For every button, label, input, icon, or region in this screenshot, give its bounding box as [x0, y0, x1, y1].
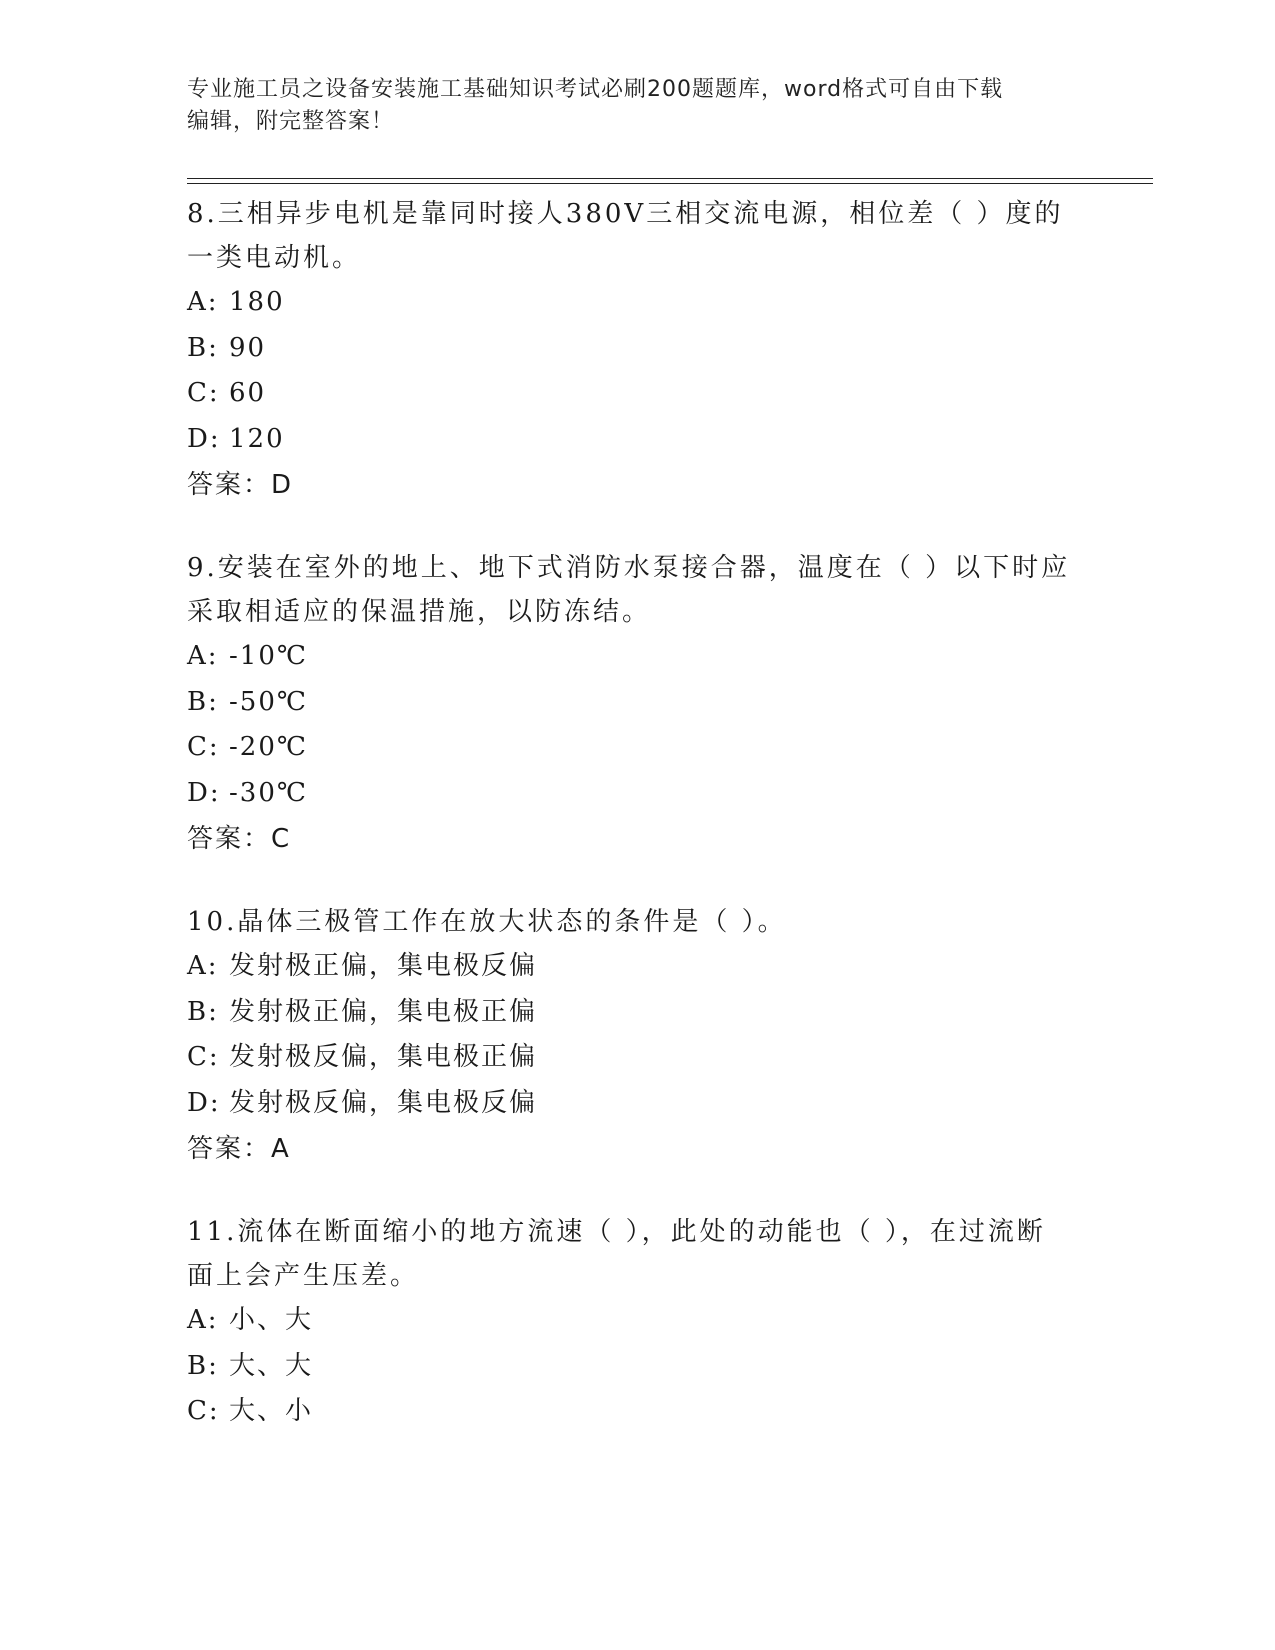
- question-stem: [187, 1210, 1087, 1298]
- option-text: -10℃: [229, 641, 308, 671]
- question-9: [187, 546, 1087, 862]
- option-a: [187, 634, 1087, 680]
- option-text: -50℃: [229, 686, 308, 717]
- answer-line: 答案：D: [187, 470, 294, 500]
- question-10: [187, 900, 1087, 1172]
- option-letter: C:: [187, 1396, 220, 1426]
- question-stem-line-2: 一类电动机。: [187, 243, 362, 273]
- option-text: 发射极正偏，集电极正偏: [229, 996, 538, 1027]
- document-header: [187, 74, 1067, 138]
- option-c: [187, 1389, 1087, 1435]
- option-c: [187, 725, 1087, 771]
- option-a: [187, 1298, 1087, 1344]
- header-line-2: 编辑，附完整答案！: [187, 109, 395, 134]
- option-c: [187, 371, 1087, 417]
- option-text: 60: [229, 378, 267, 408]
- option-letter: A:: [187, 1305, 219, 1335]
- option-text: -20℃: [229, 732, 308, 762]
- option-letter: B:: [187, 1350, 219, 1381]
- option-text: -30℃: [229, 777, 308, 808]
- option-text: 发射极反偏，集电极正偏: [229, 1042, 538, 1072]
- answer-line: 答案：C: [187, 824, 292, 854]
- option-b: [187, 680, 1087, 726]
- option-letter: B:: [187, 686, 219, 717]
- header-rule-top: [187, 178, 1153, 179]
- option-letter: D:: [187, 777, 221, 808]
- question-stem-line-2: 采取相适应的保温措施，以防冻结。: [187, 597, 652, 627]
- option-d: [187, 417, 1087, 463]
- option-letter: C:: [187, 1042, 220, 1072]
- option-text: 发射极正偏，集电极反偏: [229, 951, 538, 981]
- option-text: 180: [229, 287, 285, 317]
- question-stem-line-1: 11.流体在断面缩小的地方流速（ ），此处的动能也（ ），在过流断: [187, 1217, 1046, 1247]
- option-letter: A:: [187, 287, 219, 317]
- option-letter: B:: [187, 996, 219, 1027]
- question-8: [187, 192, 1087, 508]
- option-letter: B:: [187, 332, 219, 363]
- option-a: [187, 944, 1087, 990]
- question-stem: [187, 546, 1087, 634]
- option-text: 大、大: [229, 1350, 314, 1381]
- option-b: [187, 990, 1087, 1036]
- option-text: 90: [229, 332, 267, 363]
- header-line-1: 专业施工员之设备安装施工基础知识考试必刷200题题库，word格式可自由下载: [187, 77, 1004, 102]
- question-stem-line-1: 9.安装在室外的地上、地下式消防水泵接合器，温度在（ ）以下时应: [187, 553, 1071, 583]
- option-b: [187, 1344, 1087, 1390]
- option-text: 小、大: [229, 1305, 314, 1335]
- option-letter: D:: [187, 423, 221, 454]
- option-d: [187, 1081, 1087, 1127]
- option-c: [187, 1035, 1087, 1081]
- question-stem: [187, 192, 1087, 280]
- question-stem-line-2: 面上会产生压差。: [187, 1261, 420, 1291]
- option-b: [187, 326, 1087, 372]
- option-letter: C:: [187, 378, 220, 408]
- question-stem-line-1: 8.三相异步电机是靠同时接人380V三相交流电源，相位差（ ）度的: [187, 199, 1064, 229]
- question-stem-line-1: 10.晶体三极管工作在放大状态的条件是（ ）。: [187, 907, 787, 937]
- option-letter: D:: [187, 1087, 221, 1118]
- option-text: 大、小: [229, 1396, 314, 1426]
- answer-line: 答案：A: [187, 1134, 291, 1164]
- option-text: 120: [229, 423, 285, 454]
- option-letter: C:: [187, 732, 220, 762]
- option-d: [187, 771, 1087, 817]
- question-stem: [187, 900, 1087, 944]
- question-list: [187, 190, 1087, 1473]
- question-11: [187, 1210, 1087, 1435]
- option-a: [187, 280, 1087, 326]
- option-letter: A:: [187, 951, 219, 981]
- option-letter: A:: [187, 641, 219, 671]
- option-text: 发射极反偏，集电极反偏: [229, 1087, 538, 1118]
- header-rule-bottom: [187, 183, 1153, 184]
